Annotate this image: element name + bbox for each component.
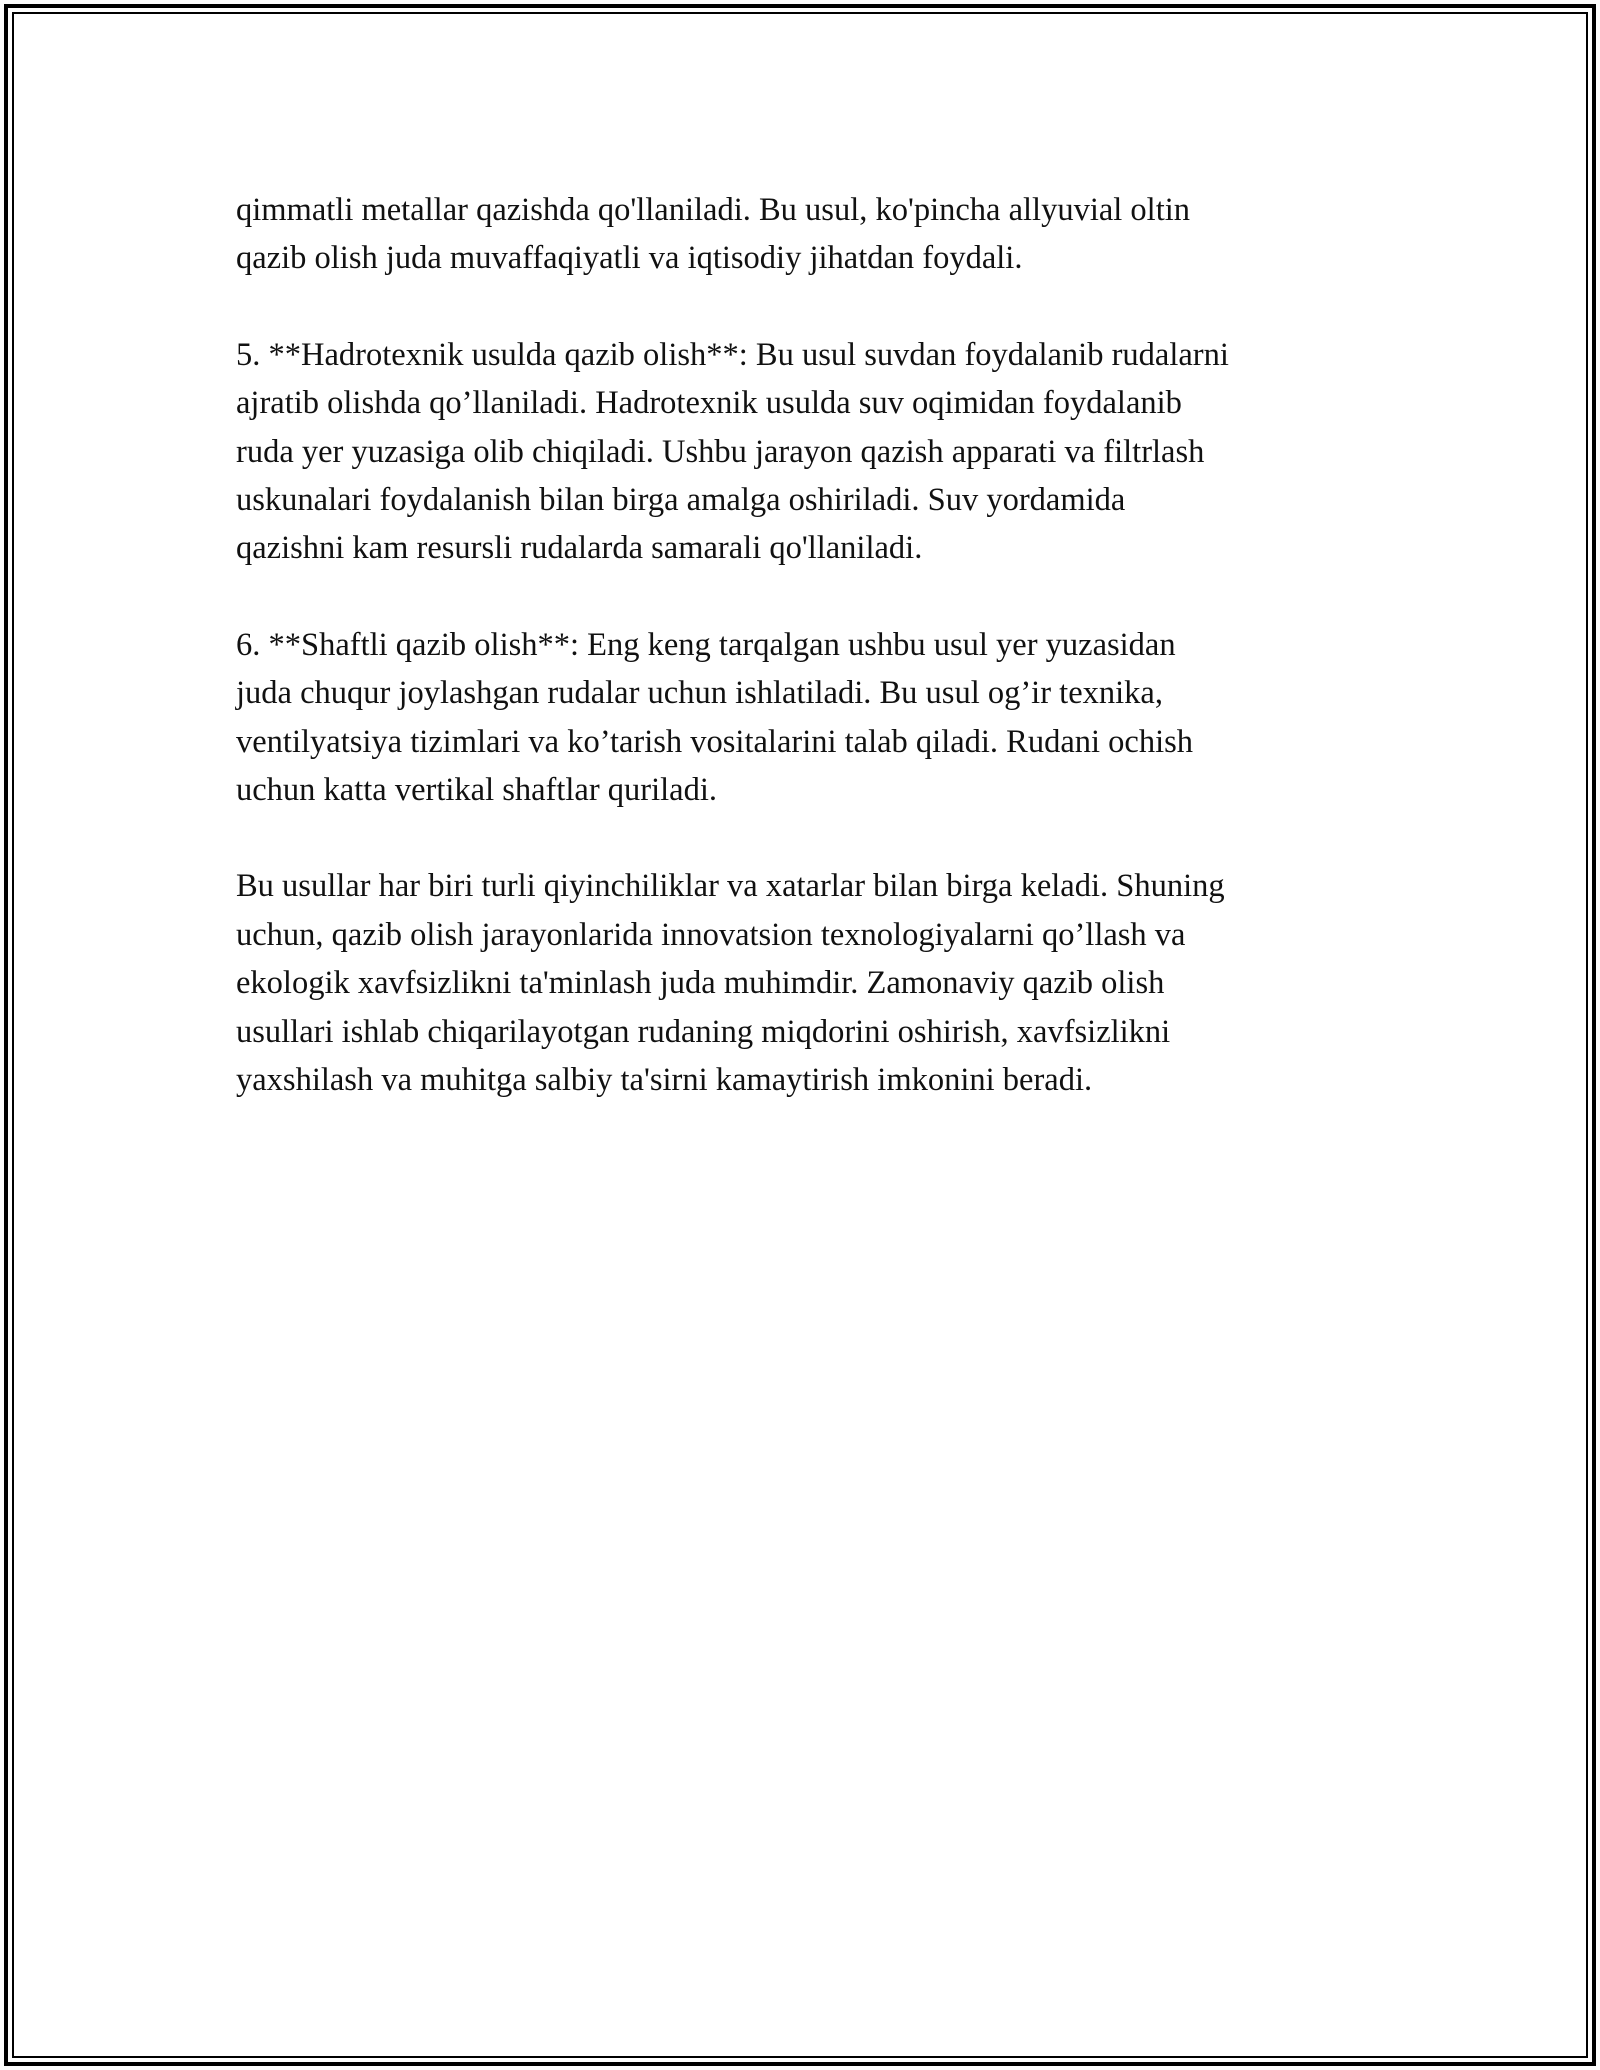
text-line: ekologik xavfsizlikni ta'minlash juda muhimdir. Zamonaviy qazib olish xyxy=(236,965,1165,1002)
paragraph-hydrotechnical-mining xyxy=(236,331,1366,573)
text-line: uskunalari foydalanish bilan birga amalga oshiriladi. Suv yordamida xyxy=(236,482,1126,519)
text-line: qazib olish juda muvaffaqiyatli va iqtisodiy jihatdan foydali. xyxy=(236,240,1023,277)
text-line: juda chuqur joylashgan rudalar uchun ishlatiladi. Bu usul og’ir texnika, xyxy=(236,675,1163,712)
text-line: uchun, qazib olish jarayonlarida innovatsion texnologiyalarni qo’llash va xyxy=(236,916,1186,953)
text-line: Bu usullar har biri turli qiyinchiliklar va xatarlar bilan birga keladi. Shuning xyxy=(236,868,1225,905)
text-line: 5. **Hadrotexnik usulda qazib olish**: Bu usul suvdan foydalanib rudalarni xyxy=(236,336,1229,373)
text-line: qimmatli metallar qazishda qo'llaniladi. Bu usul, ko'pincha allyuvial oltin xyxy=(236,192,1191,228)
text-line: 6. **Shaftli qazib olish**: Eng keng tarqalgan ushbu usul yer yuzasidan xyxy=(236,626,1176,663)
text-line: yaxshilash va muhitga salbiy ta'sirni kamaytirish imkonini beradi. xyxy=(236,1062,1093,1099)
text-line: ajratib olishda qo’llaniladi. Hadrotexnik usulda suv oqimidan foydalanib xyxy=(236,385,1182,422)
text-line: qazishni kam resursli rudalarda samarali qo'llaniladi. xyxy=(236,530,923,567)
text-line: ventilyatsiya tizimlari va ko’tarish vositalarini talab qiladi. Rudani ochish xyxy=(236,723,1194,760)
paragraph-conclusion xyxy=(236,862,1366,1104)
document-body xyxy=(236,186,1366,1153)
text-line: ruda yer yuzasiga olib chiqiladi. Ushbu jarayon qazish apparati va filtrlash xyxy=(236,433,1205,470)
paragraph-shaft-mining xyxy=(236,621,1366,815)
text-line: usullari ishlab chiqarilayotgan rudaning miqdorini oshirish, xavfsizlikni xyxy=(236,1013,1171,1050)
text-line: uchun katta vertikal shaftlar quriladi. xyxy=(236,772,718,809)
paragraph-intro-continuation xyxy=(236,186,1366,283)
